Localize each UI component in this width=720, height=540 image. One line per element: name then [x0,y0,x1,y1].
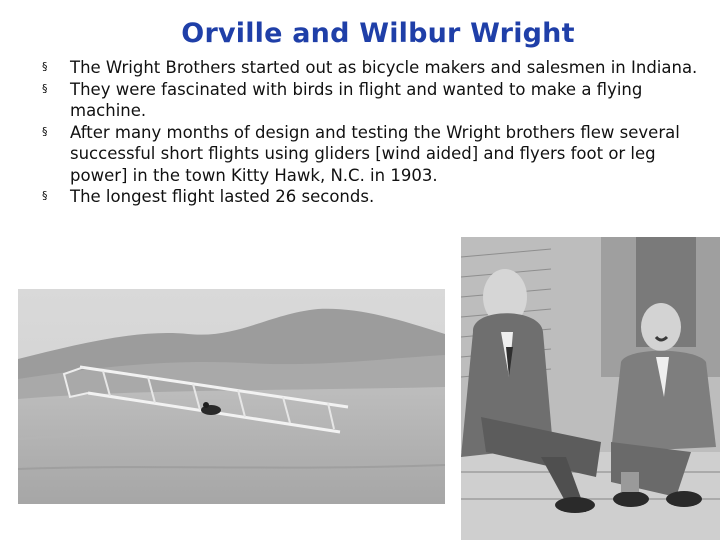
bullet-text: After many months of design and testing the Wright brothers flew several successful short flights using gliders [wind aided] and flyers foot or leg power] in the town Kitty Hawk, N.C. in 1903. [70,122,680,185]
section-sign-bullet-icon [42,190,52,200]
bullet-text: The longest flight lasted 26 seconds. [70,187,375,206]
section-sign-bullet-icon [42,61,52,71]
slide-title: Orville and Wilbur Wright [181,18,575,49]
section-sign-bullet-icon [42,126,52,136]
wright-brothers-photo [461,237,720,540]
section-sign-bullet-icon [42,83,52,93]
glider-photo-drawing [18,289,445,504]
bullet-text: The Wright Brothers started out as bicycle makers and salesmen in Indiana. [70,58,698,77]
bullet-item [42,79,702,122]
glider-photo [18,289,445,504]
bullet-text: They were fascinated with birds in flight and wanted to make a flying machine. [70,79,643,120]
bullet-item [42,57,702,79]
bullet-list [42,57,702,208]
wright-brothers-photo-drawing [461,237,720,540]
bullet-item [42,122,702,187]
bullet-item [42,186,702,208]
